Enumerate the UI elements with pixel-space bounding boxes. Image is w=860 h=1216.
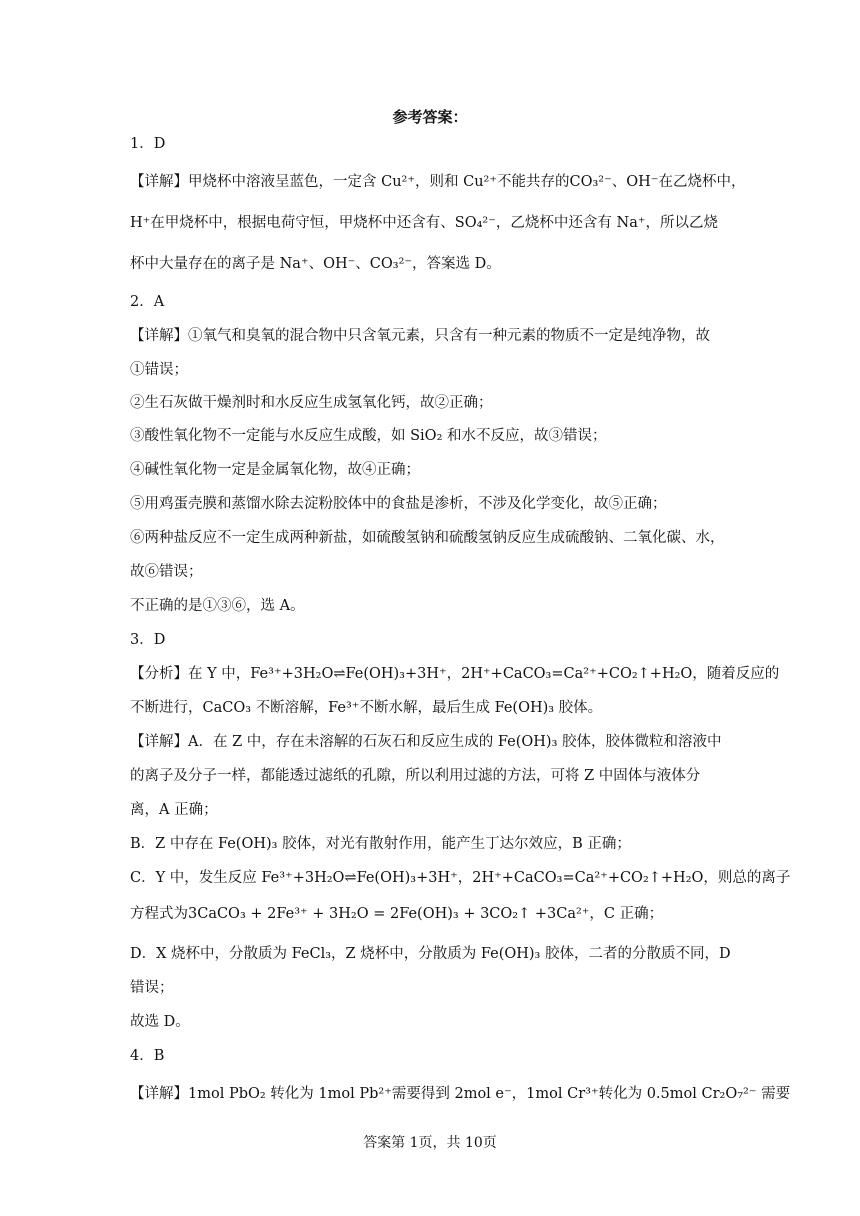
answer-2-line-9: 不正确的是①③⑥，选 A。 — [130, 598, 305, 614]
answer-3-line-10: 错误； — [130, 980, 174, 996]
answer-2-line-1: 【详解】①氧气和臭氧的混合物中只含氧元素，只含有一种元素的物质不一定是纯净物，故 — [130, 328, 710, 344]
page-title: 参考答案： — [392, 108, 468, 126]
answer-3-line-7: C．Y 中，发生反应 Fe³⁺+3H₂O⇌Fe(OH)₃+3H⁺，2H⁺+CaCO₃=Ca²⁺+CO₂↑+H₂O，则总的离子 — [130, 870, 791, 886]
answer-1-line-2: H⁺在甲烧杯中，根据电荷守恒，甲烧杯中还含有、SO₄²⁻，乙烧杯中还含有 Na⁺，所以乙烧 — [130, 215, 718, 231]
answer-3-line-2: 不断进行，CaCO₃ 不断溶解，Fe³⁺不断水解，最后生成 Fe(OH)₃ 胶体。 — [130, 700, 603, 716]
page-footer: 答案第 1页，共 10页 — [363, 1135, 497, 1151]
answer-2-line-3: ②生石灰做干燥剂时和水反应生成氢氧化钙，故②正确； — [130, 395, 493, 411]
answer-2-line-5: ④碱性氧化物一定是金属氧化物，故④正确； — [130, 462, 420, 478]
answer-3-line-4: 的离子及分子一样，都能透过滤纸的孔隙，所以利用过滤的方法，可将 Z 中固体与液体分 — [130, 768, 701, 784]
answer-3-line-8: 方程式为3CaCO₃ + 2Fe³⁺ + 3H₂O = 2Fe(OH)₃ + 3CO₂↑ +3Ca²⁺，C 正确； — [130, 906, 664, 922]
answer-2-line-8: 故⑥错误； — [130, 564, 203, 580]
answer-2-line-2: ①错误； — [130, 362, 188, 378]
answer-1-line-3: 杯中大量存在的离子是 Na⁺、OH⁻、CO₃²⁻，答案选 D。 — [130, 256, 501, 272]
answer-2-heading: 2．A — [130, 294, 165, 310]
answer-3-line-11: 故选 D。 — [130, 1014, 190, 1030]
answer-1-heading: 1．D — [130, 136, 166, 152]
answer-4-line-1: 【详解】1mol PbO₂ 转化为 1mol Pb²⁺需要得到 2mol e⁻，1mol Cr³⁺转化为 0.5mol Cr₂O₇²⁻ 需要 — [130, 1086, 791, 1102]
answer-2-line-6: ⑤用鸡蛋壳膜和蒸馏水除去淀粉胶体中的食盐是渗析，不涉及化学变化，故⑤正确； — [130, 496, 667, 512]
answer-3-line-1: 【分析】在 Y 中，Fe³⁺+3H₂O⇌Fe(OH)₃+3H⁺，2H⁺+CaCO₃=Ca²⁺+CO₂↑+H₂O，随着反应的 — [130, 666, 780, 682]
answer-1-line-1: 【详解】甲烧杯中溶液呈蓝色，一定含 Cu²⁺，则和 Cu²⁺不能共存的CO₃²⁻、OH⁻在乙烧杯中， — [130, 174, 746, 190]
answer-3-line-9: D．X 烧杯中，分散质为 FeCl₃，Z 烧杯中，分散质为 Fe(OH)₃ 胶体，二者的分散质不同，D — [130, 946, 731, 962]
answer-3-line-6: B．Z 中存在 Fe(OH)₃ 胶体，对光有散射作用，能产生丁达尔效应，B 正确； — [130, 836, 631, 852]
answer-4-heading: 4．B — [130, 1048, 165, 1064]
answer-3-line-3: 【详解】A．在 Z 中，存在未溶解的石灰石和反应生成的 Fe(OH)₃ 胶体，胶体微粒和溶液中 — [130, 734, 722, 750]
answer-3-line-5: 离，A 正确； — [130, 802, 218, 818]
answer-3-heading: 3．D — [130, 632, 166, 648]
answer-2-line-7: ⑥两种盐反应不一定生成两种新盐，如硫酸氢钠和硫酸氢钠反应生成硫酸钠、二氧化碳、水， — [130, 530, 725, 546]
answer-2-line-4: ③酸性氧化物不一定能与水反应生成酸，如 SiO₂ 和水不反应，故③错误； — [130, 428, 607, 444]
